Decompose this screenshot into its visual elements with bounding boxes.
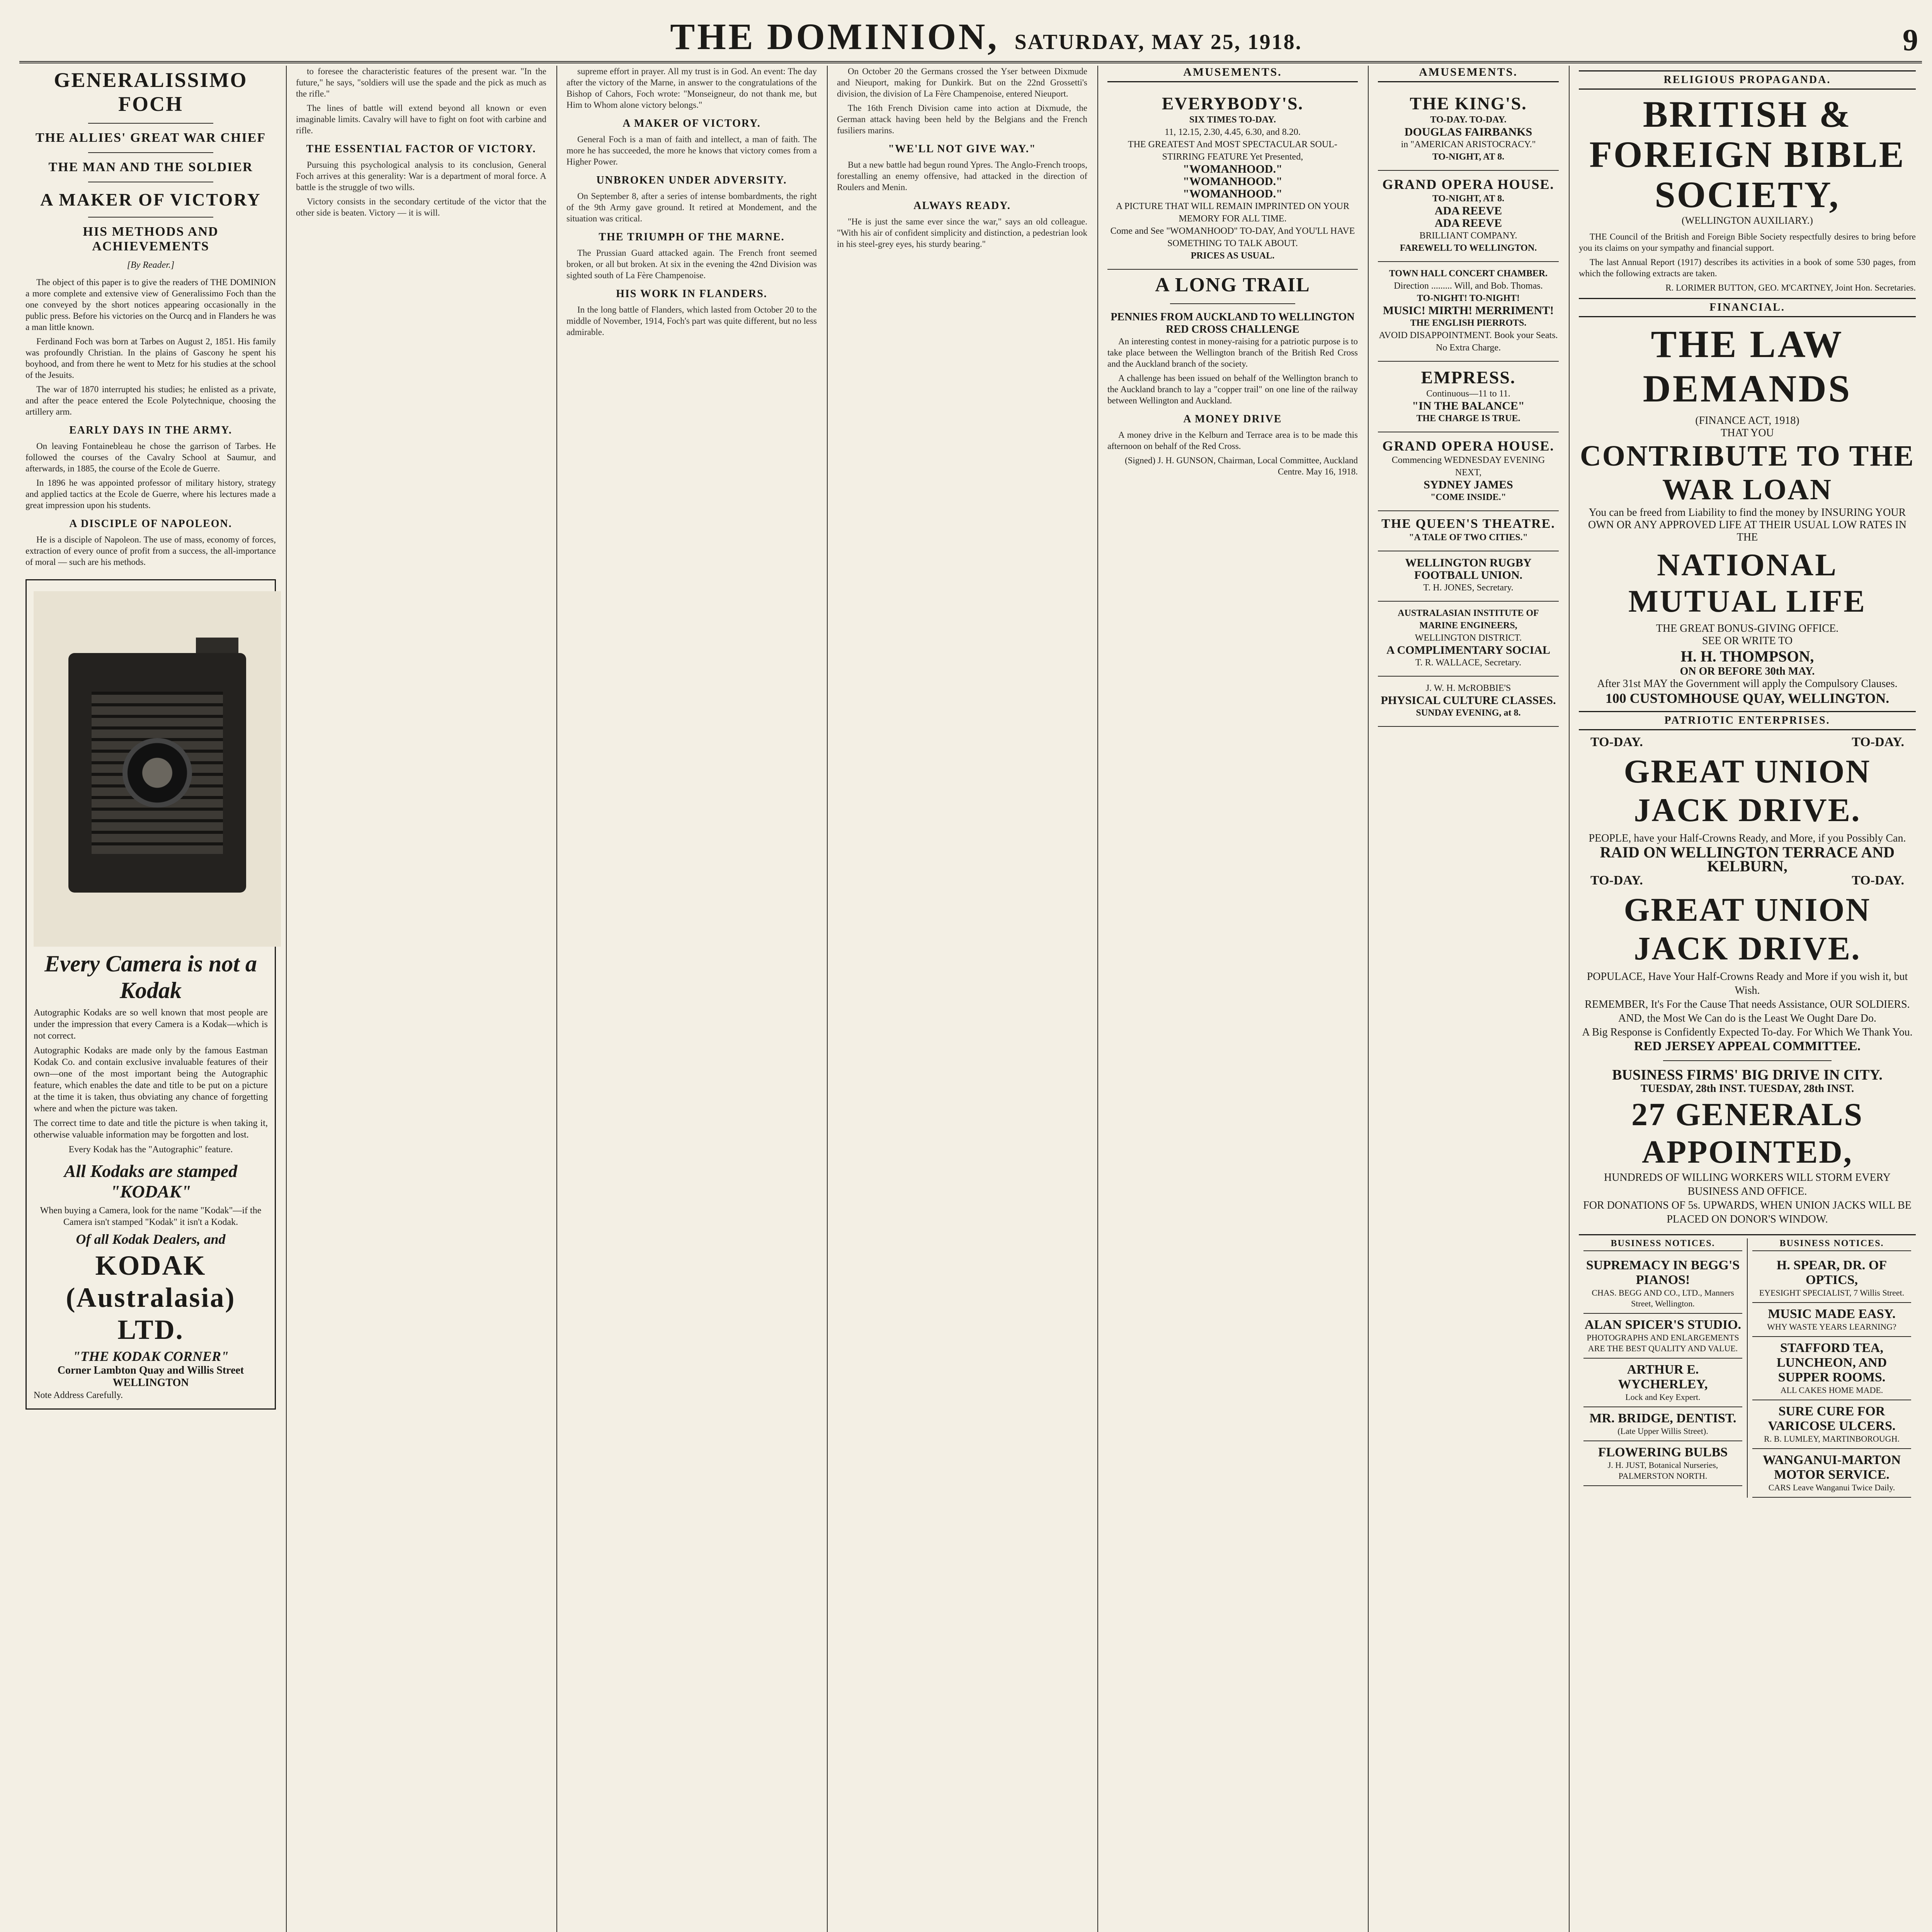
drive-line: FOR DONATIONS OF 5s. UPWARDS, WHEN UNION JACKS WILL BE PLACED ON DONOR'S WINDOW. [1583,1199,1912,1225]
business-name: ALAN SPICER'S STUDIO. [1584,1318,1742,1332]
kodak-company: KODAK (Australasia) LTD. [66,1250,236,1345]
business-line: ALL CAKES HOME MADE. [1780,1385,1883,1395]
columns [19,66,1922,1932]
business-line: Lock and Key Expert. [1625,1392,1701,1402]
ad-line: "WOMANHOOD." [1183,175,1282,188]
everybodys-ad [1107,88,1358,270]
today-row [1579,873,1916,888]
ad-line: PRICES AS USUAL. [1190,251,1275,261]
kodak-corner: "THE KODAK CORNER" [72,1349,229,1364]
kodak-text: Every Kodak has the "Autographic" feature. [68,1145,233,1155]
kodak-address: Corner Lambton Quay and Willis Street [57,1364,244,1376]
ad-line: SYDNEY JAMES [1423,478,1513,491]
section-heading-money-drive: A MONEY DRIVE [1183,413,1282,425]
bible-society-name: BRITISH & FOREIGN BIBLE [1589,94,1905,175]
section-heading-always-ready: ALWAYS READY. [913,200,1011,212]
column-rule [827,66,828,1932]
column-7-notices [1573,66,1922,1932]
today-label: TO-DAY. [1590,873,1643,888]
amusements-caption: AMUSEMENTS. [1378,66,1559,82]
physical-name: PHYSICAL CULTURE CLASSES. [1381,694,1556,707]
column-2 [290,66,553,1932]
column-5-amusements [1101,66,1364,1932]
everybodys-name: EVERYBODY'S. [1162,94,1304,113]
separator [88,123,213,124]
article-paragraph: A challenge has been issued on behalf of the Wellington branch to the Auckland branch to lay a "copper trail" on one line of the railway between Wellington and Auckland. [1107,373,1358,405]
business-caption: BUSINESS NOTICES. [1583,1238,1742,1251]
kodak-text: Autographic Kodaks are so well known that most people are under the impression that every Camera is a Kodak—which is not correct. [34,1008,268,1041]
business-caption: BUSINESS NOTICES. [1752,1238,1911,1251]
ad-line: T. H. JONES, Secretary. [1423,583,1514,593]
column-1 [19,66,282,1932]
ad-line: FAREWELL TO WELLINGTON. [1400,243,1537,253]
section-heading-disciple: A DISCIPLE OF NAPOLEON. [69,518,232,530]
bible-society-sub: (WELLINGTON AUXILIARY.) [1682,215,1813,226]
kodak-text: The correct time to date and title the picture is when taking it, otherwise valuable information may be forgotten and lost. [34,1118,268,1140]
separator [1170,303,1295,304]
trail-headline: A LONG TRAIL [1155,274,1310,296]
article-paragraph: supreme effort in prayer. All my trust is in God. An event: The day after the victory of the Marne, in answer to the congratulations of the Bishop of Cahors, Foch wrote: "Monseigneur, do not thank me, but Him to Whom alone victory belongs." [566,66,817,110]
article-paragraph: But a new battle had begun round Ypres. The Anglo-French troops, forestalling an enemy offensive, had attacked in the direction of Roulers and Menin. [837,160,1087,192]
law-demands-heading: THE LAW DEMANDS [1643,323,1852,410]
ad-line: AVOID DISAPPOINTMENT. Book your Seats. No Extra Charge. [1379,330,1558,353]
queens-name: THE QUEEN'S THEATRE. [1381,517,1555,531]
generals-heading: 27 GENERALS APPOINTED, [1631,1097,1864,1170]
rugby-name: WELLINGTON RUGBY FOOTBALL UNION. [1405,556,1532,582]
drive-line: BUSINESS FIRMS' BIG DRIVE IN CITY. [1612,1067,1883,1083]
masthead [19,15,1922,63]
kodak-advertisement [26,579,276,1410]
article-paragraph: The object of this paper is to give the readers of THE DOMINION a more complete and extensive view of Generalissimo Foch than the one conveyed by the short notices appearing occasionally in the public press. Before his victories on the Ourcq and in Flanders he was a man little known. [26,277,276,332]
business-line: EYESIGHT SPECIALIST, 7 Willis Street. [1759,1288,1905,1298]
article-paragraph: Ferdinand Foch was born at Tarbes on August 2, 1851. His family was profoundly Christian. In the plains of Gascony he spent his boyhood, and from there he went to Metz for his studies at the school of the Jesuits. [26,337,276,380]
ad-line: BRILLIANT COMPANY. [1419,231,1517,241]
ad-line: Direction ......... Will, and Bob. Thomas. [1394,281,1543,291]
marine-name: AUSTRALASIAN INSTITUTE OF MARINE ENGINEERS, [1398,608,1539,631]
signoff: (Signed) J. H. GUNSON, Chairman, Local Committee, Auckland Centre. May 16, 1918. [1124,456,1358,476]
ad-line: "WOMANHOOD." [1183,163,1282,175]
kodak-note: Note Address Carefully. [34,1390,123,1400]
bible-society-text: The last Annual Report (1917) describes its activities in a book of some 530 pages, from which the following extracts are taken. [1579,257,1916,278]
union-line: A Big Response is Confidently Expected To-day. For Which We Thank You. [1582,1026,1913,1038]
ad-line: DOUGLAS FAIRBANKS [1404,126,1532,138]
article-paragraph: In the long battle of Flanders, which lasted from October 20 to the middle of November, 1914, Foch's part was quite different, but no less admirable. [566,305,817,337]
masthead-center [670,15,1302,58]
masthead-date: SATURDAY, MAY 25, 1918. [1014,30,1302,54]
law-line: ON OR BEFORE 30th MAY. [1680,665,1815,677]
byline: [By Reader.] [127,260,175,270]
section-heading-essential: THE ESSENTIAL FACTOR OF VICTORY. [306,143,536,155]
section-heading-maker: A MAKER OF VICTORY. [622,117,761,129]
business-name: ARTHUR E. WYCHERLEY, [1618,1362,1708,1391]
ad-line: SIX TIMES TO-DAY. [1189,115,1276,125]
union-line: REMEMBER, It's For the Cause That needs Assistance, OUR SOLDIERS. [1585,998,1910,1010]
law-line: You can be freed from Liability to find the money by INSURING YOUR OWN OR ANY APPROVED LIFE AT THEIR USUAL LOW RATES IN THE [1588,507,1906,543]
ad-line: "COME INSIDE." [1430,492,1506,502]
business-line: R. B. LUMLEY, MARTINBOROUGH. [1764,1434,1900,1444]
union-jack-heading: GREAT UNION JACK DRIVE. [1624,753,1871,828]
section-heading-early-days: EARLY DAYS IN THE ARMY. [69,424,232,436]
article-paragraph: to foresee the characteristic features of the present war. "In the future," he says, "soldiers will use the spade and the pick as much as the rifle." [296,66,546,99]
business-ad [1752,1254,1911,1303]
ad-line: WELLINGTON DISTRICT. [1415,633,1522,643]
ad-line: A PICTURE THAT WILL REMAIN IMPRINTED ON YOUR MEMORY FOR ALL TIME. [1116,201,1350,224]
union-committee: RED JERSEY APPEAL COMMITTEE. [1634,1039,1861,1053]
ad-line: MUSIC! MIRTH! MERRIMENT! [1383,304,1554,317]
business-line: WHY WASTE YEARS LEARNING? [1767,1322,1896,1332]
bible-society-name: SOCIETY, [1655,174,1840,215]
kodak-text: Autographic Kodaks are made only by the famous Eastman Kodak Co. and contain exclusive invaluable features of their own—one of the most important being the Autographic feature, which enables the date and title to be put on a picture at the time it is taken, thus obviating any chance of forgetting where and when the picture was taken. [34,1046,268,1114]
business-line: CARS Leave Wanganui Twice Daily. [1768,1483,1895,1492]
business-notices [1579,1234,1916,1498]
business-ad [1583,1314,1742,1359]
business-ad [1583,1254,1742,1314]
business-ad [1583,1407,1742,1441]
business-ad [1752,1337,1911,1400]
law-agent: H. H. THOMPSON, [1680,648,1814,665]
article-paragraph: On leaving Fontainebleau he chose the garrison of Tarbes. He followed the courses of the Cavalry School at Saumur, and afterwards, in 1885, the course of the Ecole de Guerre. [26,441,276,473]
ad-line: "WOMANHOOD." [1183,187,1282,200]
article-paragraph: Pursuing this psychological analysis to its conclusion, General Foch arrives at this generality: War is a department of moral force. A battle is the struggle of two wills. [296,160,546,192]
law-line: After 31st MAY the Government will apply the Compulsory Clauses. [1597,678,1898,690]
article-paragraph: "He is just the same ever since the war," says an old colleague. "With his air of confident simplicity and distinction, a pedestrian look in his steel-grey eyes, his sturdy bearing." [837,217,1087,249]
business-name: SURE CURE FOR VARICOSE ULCERS. [1768,1404,1896,1433]
union-line: POPULACE, Have Your Half-Crowns Ready and More if you wish it, but Wish. [1587,971,1908,997]
kodak-text: When buying a Camera, look for the name "Kodak"—if the Camera isn't stamped "Kodak" it isn't a Kodak. [40,1206,262,1227]
today-label: TO-DAY. [1590,735,1643,749]
ad-line: Continuous—11 to 11. [1426,389,1510,399]
law-line: THE GREAT BONUS-GIVING OFFICE. [1656,622,1839,634]
business-ad [1583,1359,1742,1407]
ad-line: in "AMERICAN ARISTOCRACY." [1401,139,1536,150]
opera-house-2-ad [1378,432,1559,511]
patriotic-caption: PATRIOTIC ENTERPRISES. [1579,711,1916,730]
page-number: 9 [1903,23,1918,57]
ad-line: ADA REEVE [1434,217,1502,230]
ad-line: TO-NIGHT, AT 8. [1432,194,1505,204]
article-paragraph: The war of 1870 interrupted his studies; he enlisted as a private, and after the peace entered the Ecole Polytechnique, choosing the artillery arm. [26,384,276,417]
article-paragraph: In 1896 he was appointed professor of military history, strategy and applied tactics at the Ecole de Guerre, where his lectures made a great impression upon his students. [26,478,276,510]
marine-engineers-ad [1378,602,1559,677]
column-rule [286,66,287,1932]
article-paragraph: Victory consists in the secondary certitude of the victor that the other side is beaten. Victory — it is will. [296,197,546,218]
amusements-caption: AMUSEMENTS. [1107,66,1358,82]
business-name: SUPREMACY IN BEGG'S PIANOS! [1586,1258,1740,1287]
town-hall-name: TOWN HALL CONCERT CHAMBER. [1389,269,1548,279]
bible-society-sign: R. LORIMER BUTTON, GEO. M'CARTNEY, Joint Hon. Secretaries. [1665,283,1916,293]
kings-ad [1378,88,1559,171]
trail-subhead: RED CROSS CHALLENGE [1166,323,1299,335]
business-line: PHOTOGRAPHS AND ENLARGEMENTS ARE THE BEST QUALITY AND VALUE. [1587,1333,1739,1353]
separator [1663,1060,1832,1061]
kings-name: THE KING'S. [1410,94,1527,113]
ad-line: SUNDAY EVENING, at 8. [1416,708,1521,718]
ad-line: A COMPLIMENTARY SOCIAL [1386,644,1550,656]
opera-house-name: GRAND OPERA HOUSE. [1382,177,1554,192]
ad-line: THE CHARGE IS TRUE. [1416,413,1520,423]
business-name: H. SPEAR, DR. OF OPTICS, [1776,1258,1887,1287]
article-paragraph: A money drive in the Kelburn and Terrace area is to be made this afternoon on behalf of the Red Cross. [1107,430,1358,451]
kodak-dealers: Of all Kodak Dealers, and [76,1231,226,1247]
law-line: SEE OR WRITE TO [1702,635,1793,647]
empress-name: EMPRESS. [1421,367,1516,387]
business-ad [1752,1449,1911,1498]
today-label: TO-DAY. [1852,735,1904,749]
drive-line: TUESDAY, 28th INST. TUESDAY, 28th INST. [1640,1083,1854,1095]
business-line: J. H. JUST, Botanical Nurseries, PALMERSTON NORTH. [1607,1460,1718,1481]
kodak-headline: Every Camera is not a Kodak [44,951,257,1003]
war-loan-heading: CONTRIBUTE TO THE WAR LOAN [1580,440,1915,506]
ad-line: THE ENGLISH PIERROTS. [1410,318,1527,328]
law-line: (FINANCE ACT, 1918) [1695,415,1799,427]
article-paragraph: On September 8, after a series of intense bombardments, the right of the 9th Army gave ground. It retired at Mondement, and the situation was critical. [566,191,817,223]
article-paragraph: An interesting contest in money-raising for a patriotic purpose is to take place between the Wellington branch of the British Red Cross and the Auckland branch of the society. [1107,337,1358,369]
ad-line: 11, 12.15, 2.30, 4.45, 6.30, and 8.20. [1165,127,1301,137]
business-name: MR. BRIDGE, DENTIST. [1589,1411,1736,1425]
column-6-amusements [1372,66,1565,1932]
column-rule [1368,66,1369,1932]
business-name: WANGANUI-MARTON MOTOR SERVICE. [1762,1453,1901,1482]
union-line: AND, the Most We Can do is the Least We Ought Dare Do. [1618,1012,1876,1024]
business-line: (Late Upper Willis Street). [1617,1426,1708,1436]
column-4 [831,66,1094,1932]
kodak-city: WELLINGTON [112,1377,189,1389]
ad-line: Commencing WEDNESDAY EVENING NEXT, [1391,455,1545,478]
section-heading-flanders: HIS WORK IN FLANDERS. [616,288,767,300]
empress-ad [1378,362,1559,432]
ad-line: "A TALE OF TWO CITIES." [1409,532,1528,543]
ad-line: ADA REEVE [1434,204,1502,217]
business-line: CHAS. BEGG AND CO., LTD., Manners Street, Wellington. [1592,1288,1734,1308]
bible-society-text: THE Council of the British and Foreign Bible Society respectfully desires to bring before you its claims on your sympathy and financial support. [1579,232,1916,253]
column-rule [1097,66,1098,1932]
ad-line: THE GREATEST And MOST SPECTACULAR SOUL-STIRRING FEATURE Yet Presented, [1128,139,1337,162]
column-rule [1569,66,1570,1932]
union-jack-heading: GREAT UNION JACK DRIVE. [1624,891,1871,967]
ad-line: Come and See "WOMANHOOD" TO-DAY, And YOU'LL HAVE SOMETHING TO TALK ABOUT. [1110,226,1355,248]
union-line: PEOPLE, have your Half-Crowns Ready, and More, if you Possibly Can. [1588,832,1906,844]
ad-line: TO-NIGHT, AT 8. [1432,152,1505,162]
law-line: THAT YOU [1721,427,1774,439]
article-paragraph: The Prussian Guard attacked again. The French front seemed broken, or all but broken. At six in the evening the 42nd Division was sighted south of La Fère Champenoise. [566,248,817,280]
business-ad [1583,1441,1742,1486]
separator [88,152,213,153]
town-hall-ad [1378,262,1559,362]
queens-theatre-ad [1378,511,1559,551]
business-ad [1752,1303,1911,1337]
today-row [1579,735,1916,750]
kicker-war-chief: THE ALLIES' GREAT WAR CHIEF [35,131,266,145]
ad-line: TO-DAY. TO-DAY. [1430,115,1507,125]
today-label: TO-DAY. [1852,873,1904,888]
kodak-stamped-heading: All Kodaks are stamped "KODAK" [64,1161,238,1201]
section-heading-marne: THE TRIUMPH OF THE MARNE. [599,231,785,243]
separator [88,217,213,218]
column-3 [560,66,823,1932]
ad-line: TO-NIGHT! TO-NIGHT! [1417,293,1520,303]
ad-line: T. R. WALLACE, Secretary. [1415,658,1522,668]
business-name: MUSIC MADE EASY. [1768,1307,1896,1321]
article-paragraph: On October 20 the Germans crossed the Yser between Dixmude and Nieuport, making for Dunkirk. But on the 22nd Grossetti's division, the division of La Fère Champenoise, entered Nieuport. [837,66,1087,99]
subhead-man-soldier: THE MAN AND THE SOLDIER [48,160,253,174]
trail-subhead: PENNIES FROM AUCKLAND TO WELLINGTON [1111,311,1355,323]
section-heading-wont-give-way: "WE'LL NOT GIVE WAY." [888,143,1036,155]
law-address: 100 CUSTOMHOUSE QUAY, WELLINGTON. [1605,690,1889,706]
business-name: STAFFORD TEA, LUNCHEON, AND SUPPER ROOMS. [1776,1341,1887,1384]
religious-caption: RELIGIOUS PROPAGANDA. [1579,70,1916,90]
ad-line: "IN THE BALANCE" [1412,400,1525,412]
article-paragraph: The lines of battle will extend beyond all known or even imaginable limits. Cavalry will have to fight on foot with carbine and rifle. [296,103,546,135]
business-name: FLOWERING BULBS [1598,1445,1728,1459]
subhead-maker-victory: A MAKER OF VICTORY [40,190,261,209]
camera-lens-icon [122,738,192,808]
financial-caption: FINANCIAL. [1579,298,1916,317]
opera-house-name: GRAND OPERA HOUSE. [1382,438,1554,454]
article-paragraph: He is a disciple of Napoleon. The use of mass, economy of forces, extraction of every ounce of profit from a success, the all-importance of moral — such are his methods. [26,535,276,567]
drive-line: HUNDREDS OF WILLING WORKERS WILL STORM EVERY BUSINESS AND OFFICE. [1604,1172,1891,1197]
business-column-right [1747,1238,1916,1498]
ad-line: J. W. H. McROBBIE'S [1425,683,1511,693]
section-heading-unbroken: UNBROKEN UNDER ADVERSITY. [596,174,787,186]
kodak-camera-illustration [34,591,281,947]
business-ad [1752,1400,1911,1449]
subhead-methods: HIS METHODS AND ACHIEVEMENTS [83,224,219,253]
business-column-left [1579,1238,1747,1498]
article-paragraph: General Foch is a man of faith and intellect, a man of faith. The more he has succeeded, the more he knows that victory comes from a Higher Power. [566,134,817,167]
column-rule [556,66,557,1932]
opera-house-ad [1378,171,1559,262]
rugby-union-ad [1378,551,1559,602]
masthead-title: THE DOMINION, [670,16,999,57]
physical-culture-ad [1378,677,1559,727]
article-paragraph: The 16th French Division came into action at Dixmude, the German attack having been held by the Belgians and the French fusiliers marins. [837,103,1087,135]
national-mutual-heading: NATIONAL MUTUAL LIFE [1628,547,1866,619]
union-raid: RAID ON WELLINGTON TERRACE AND KELBURN, [1600,844,1895,875]
headline-foch: GENERALISSIMO FOCH [54,68,248,116]
